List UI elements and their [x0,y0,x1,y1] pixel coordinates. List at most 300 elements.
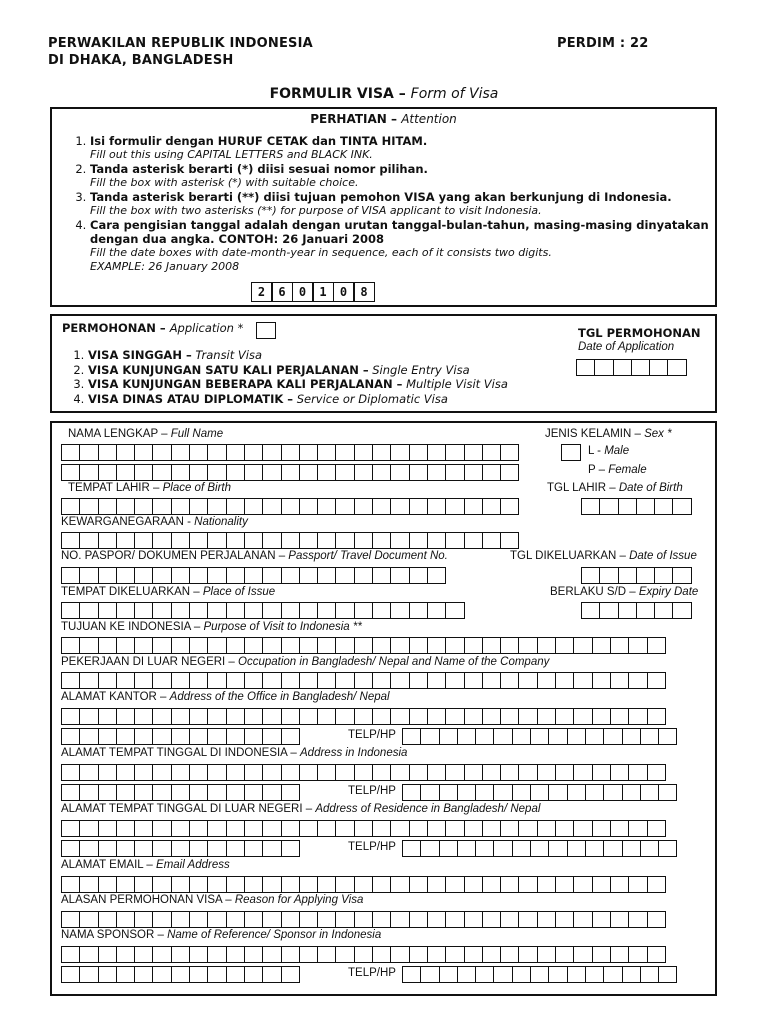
char-box[interactable] [390,876,409,893]
char-box[interactable] [207,464,226,481]
char-box[interactable] [567,840,586,857]
char-box[interactable] [207,946,226,963]
char-box[interactable] [79,464,98,481]
passport-boxes[interactable] [61,567,445,584]
char-box[interactable] [372,567,391,584]
char-box[interactable] [464,672,483,689]
char-box[interactable] [457,784,476,801]
char-box[interactable] [464,911,483,928]
char-box[interactable] [79,876,98,893]
char-box[interactable] [409,876,428,893]
char-box[interactable] [226,840,245,857]
char-box[interactable] [493,966,512,983]
birth-date-boxes[interactable] [581,498,691,515]
char-box[interactable] [262,602,281,619]
char-box[interactable] [464,532,483,549]
char-box[interactable] [622,728,641,745]
char-box[interactable] [464,444,483,461]
indonesia-address-boxes-row1[interactable] [61,764,665,781]
char-box[interactable] [445,444,464,461]
char-box[interactable] [281,784,300,801]
char-box[interactable] [98,911,117,928]
char-box[interactable] [420,840,439,857]
char-box[interactable] [573,672,592,689]
char-box[interactable] [610,672,629,689]
char-box[interactable] [171,764,190,781]
char-box[interactable] [244,532,263,549]
char-box[interactable] [98,876,117,893]
char-box[interactable] [555,764,574,781]
char-box[interactable] [61,764,80,781]
char-box[interactable] [61,966,80,983]
char-box[interactable] [226,728,245,745]
char-box[interactable] [134,840,153,857]
char-box[interactable] [262,498,281,515]
char-box[interactable] [518,946,537,963]
char-box[interactable] [654,602,673,619]
char-box[interactable] [152,764,171,781]
char-box[interactable] [585,966,604,983]
char-box[interactable] [537,708,556,725]
expiry-boxes[interactable] [581,602,691,619]
char-box[interactable] [658,840,677,857]
char-box[interactable] [555,820,574,837]
char-box[interactable] [618,498,637,515]
char-box[interactable] [281,637,300,654]
char-box[interactable] [98,498,117,515]
sponsor-boxes-row1[interactable] [61,946,665,963]
sex-box[interactable] [561,444,581,461]
office-address-boxes-row2[interactable] [61,728,299,745]
char-box[interactable] [622,784,641,801]
char-box[interactable] [116,911,135,928]
char-box[interactable] [262,637,281,654]
char-box[interactable] [61,820,80,837]
char-box[interactable] [482,444,501,461]
char-box[interactable] [354,876,373,893]
char-box[interactable] [281,444,300,461]
char-box[interactable] [171,708,190,725]
char-box[interactable] [555,637,574,654]
char-box[interactable] [354,820,373,837]
char-box[interactable] [445,911,464,928]
char-box[interactable] [555,911,574,928]
char-box[interactable] [409,911,428,928]
char-box[interactable] [628,672,647,689]
char-box[interactable] [189,840,208,857]
char-box[interactable] [420,966,439,983]
char-box[interactable] [464,464,483,481]
char-box[interactable] [647,764,666,781]
char-box[interactable] [475,840,494,857]
char-box[interactable] [537,876,556,893]
char-box[interactable] [98,966,117,983]
char-box[interactable] [226,966,245,983]
char-box[interactable] [409,946,428,963]
char-box[interactable] [98,532,117,549]
char-box[interactable] [98,444,117,461]
char-box[interactable] [262,764,281,781]
char-box[interactable] [640,728,659,745]
char-box[interactable] [420,728,439,745]
char-box[interactable] [457,966,476,983]
char-box[interactable] [116,672,135,689]
char-box[interactable] [427,637,446,654]
char-box[interactable] [354,567,373,584]
char-box[interactable] [281,876,300,893]
char-box[interactable] [640,966,659,983]
char-box[interactable] [262,820,281,837]
char-box[interactable] [152,708,171,725]
char-box[interactable] [628,911,647,928]
char-box[interactable] [262,708,281,725]
char-box[interactable] [530,784,549,801]
char-box[interactable] [244,567,263,584]
char-box[interactable] [134,966,153,983]
char-box[interactable] [207,708,226,725]
char-box[interactable] [171,444,190,461]
char-box[interactable] [555,672,574,689]
char-box[interactable] [98,602,117,619]
char-box[interactable] [134,532,153,549]
char-box[interactable] [390,911,409,928]
char-box[interactable] [594,359,613,376]
char-box[interactable] [98,672,117,689]
char-box[interactable] [493,784,512,801]
purpose-boxes[interactable] [61,637,665,654]
char-box[interactable] [618,602,637,619]
char-box[interactable] [134,672,153,689]
char-box[interactable] [134,820,153,837]
char-box[interactable] [518,637,537,654]
char-box[interactable] [622,966,641,983]
char-box[interactable] [61,728,80,745]
char-box[interactable] [445,498,464,515]
char-box[interactable] [226,946,245,963]
application-date-boxes[interactable] [576,359,686,376]
char-box[interactable] [262,840,281,857]
char-box[interactable] [244,946,263,963]
char-box[interactable] [500,876,519,893]
char-box[interactable] [500,464,519,481]
char-box[interactable] [207,966,226,983]
char-box[interactable] [207,567,226,584]
char-box[interactable] [299,464,318,481]
char-box[interactable] [171,946,190,963]
char-box[interactable] [116,876,135,893]
char-box[interactable] [672,602,691,619]
char-box[interactable] [116,840,135,857]
char-box[interactable] [299,911,318,928]
application-type-box[interactable] [256,322,276,339]
char-box[interactable] [335,820,354,837]
char-box[interactable] [116,728,135,745]
char-box[interactable] [567,966,586,983]
char-box[interactable] [152,728,171,745]
char-box[interactable] [281,602,300,619]
char-box[interactable] [262,567,281,584]
char-box[interactable] [244,728,263,745]
char-box[interactable] [427,464,446,481]
char-box[interactable] [79,966,98,983]
char-box[interactable] [530,840,549,857]
char-box[interactable] [409,637,428,654]
char-box[interactable] [152,672,171,689]
char-box[interactable] [171,602,190,619]
char-box[interactable] [61,784,80,801]
char-box[interactable] [427,876,446,893]
char-box[interactable] [116,708,135,725]
char-box[interactable] [152,840,171,857]
char-box[interactable] [409,820,428,837]
char-box[interactable] [500,444,519,461]
char-box[interactable] [647,637,666,654]
char-box[interactable] [500,498,519,515]
char-box[interactable] [98,464,117,481]
char-box[interactable] [500,764,519,781]
char-box[interactable] [79,728,98,745]
char-box[interactable] [262,784,281,801]
char-box[interactable] [567,728,586,745]
char-box[interactable] [592,820,611,837]
char-box[interactable] [189,764,208,781]
char-box[interactable] [207,876,226,893]
char-box[interactable] [518,876,537,893]
char-box[interactable] [61,602,80,619]
char-box[interactable] [134,637,153,654]
char-box[interactable] [171,911,190,928]
char-box[interactable] [372,764,391,781]
char-box[interactable] [335,532,354,549]
char-box[interactable] [98,946,117,963]
char-box[interactable] [98,728,117,745]
char-box[interactable] [189,672,208,689]
char-box[interactable] [317,708,336,725]
char-box[interactable] [427,602,446,619]
char-box[interactable] [207,532,226,549]
char-box[interactable] [226,911,245,928]
char-box[interactable] [152,498,171,515]
char-box[interactable] [610,637,629,654]
char-box[interactable] [299,764,318,781]
char-box[interactable] [573,637,592,654]
char-box[interactable] [79,672,98,689]
char-box[interactable] [647,708,666,725]
char-box[interactable] [573,876,592,893]
char-box[interactable] [390,946,409,963]
char-box[interactable] [537,820,556,837]
char-box[interactable] [500,946,519,963]
char-box[interactable] [372,444,391,461]
char-box[interactable] [576,359,595,376]
char-box[interactable] [372,464,391,481]
char-box[interactable] [226,444,245,461]
char-box[interactable] [116,602,135,619]
char-box[interactable] [317,946,336,963]
char-box[interactable] [262,966,281,983]
char-box[interactable] [317,444,336,461]
char-box[interactable] [482,464,501,481]
char-box[interactable] [152,464,171,481]
char-box[interactable] [372,820,391,837]
char-box[interactable] [244,637,263,654]
char-box[interactable] [555,708,574,725]
char-box[interactable] [390,444,409,461]
char-box[interactable] [244,966,263,983]
char-box[interactable] [464,708,483,725]
char-box[interactable] [610,764,629,781]
char-box[interactable] [317,876,336,893]
char-box[interactable] [647,672,666,689]
char-box[interactable] [61,567,80,584]
char-box[interactable] [79,840,98,857]
char-box[interactable] [390,820,409,837]
char-box[interactable] [152,966,171,983]
char-box[interactable] [226,637,245,654]
char-box[interactable] [134,567,153,584]
char-box[interactable] [603,784,622,801]
char-box[interactable] [61,498,80,515]
char-box[interactable] [475,784,494,801]
char-box[interactable] [439,966,458,983]
char-box[interactable] [317,498,336,515]
email-boxes[interactable] [61,876,665,893]
char-box[interactable] [372,637,391,654]
char-box[interactable] [171,498,190,515]
char-box[interactable] [402,728,421,745]
char-box[interactable] [482,876,501,893]
char-box[interactable] [427,532,446,549]
char-box[interactable] [317,532,336,549]
reason-boxes[interactable] [61,911,665,928]
char-box[interactable] [226,464,245,481]
char-box[interactable] [79,784,98,801]
char-box[interactable] [317,672,336,689]
char-box[interactable] [61,672,80,689]
char-box[interactable] [409,708,428,725]
char-box[interactable] [599,602,618,619]
char-box[interactable] [116,567,135,584]
char-box[interactable] [317,567,336,584]
char-box[interactable] [226,602,245,619]
char-box[interactable] [98,764,117,781]
indonesia-address-boxes-row2[interactable] [61,784,299,801]
char-box[interactable] [189,532,208,549]
char-box[interactable] [457,728,476,745]
char-box[interactable] [427,498,446,515]
char-box[interactable] [317,637,336,654]
char-box[interactable] [98,784,117,801]
char-box[interactable] [281,728,300,745]
char-box[interactable] [654,498,673,515]
char-box[interactable] [152,876,171,893]
char-box[interactable] [672,567,691,584]
char-box[interactable] [152,532,171,549]
char-box[interactable] [475,966,494,983]
char-box[interactable] [475,728,494,745]
char-box[interactable] [244,444,263,461]
char-box[interactable] [427,911,446,928]
char-box[interactable] [592,911,611,928]
char-box[interactable] [335,464,354,481]
char-box[interactable] [464,946,483,963]
char-box[interactable] [134,444,153,461]
char-box[interactable] [207,784,226,801]
char-box[interactable] [207,728,226,745]
char-box[interactable] [592,708,611,725]
char-box[interactable] [207,602,226,619]
char-box[interactable] [592,764,611,781]
char-box[interactable] [171,532,190,549]
char-box[interactable] [530,966,549,983]
char-box[interactable] [372,876,391,893]
char-box[interactable] [390,532,409,549]
char-box[interactable] [171,464,190,481]
char-box[interactable] [152,784,171,801]
char-box[interactable] [335,946,354,963]
office-address-boxes-row1[interactable] [61,708,665,725]
char-box[interactable] [500,820,519,837]
char-box[interactable] [281,911,300,928]
char-box[interactable] [482,532,501,549]
char-box[interactable] [79,532,98,549]
nationality-boxes[interactable] [61,532,518,549]
char-box[interactable] [299,876,318,893]
char-box[interactable] [262,876,281,893]
char-box[interactable] [390,672,409,689]
char-box[interactable] [402,784,421,801]
char-box[interactable] [189,946,208,963]
char-box[interactable] [134,498,153,515]
char-box[interactable] [299,532,318,549]
char-box[interactable] [372,602,391,619]
char-box[interactable] [262,946,281,963]
char-box[interactable] [537,672,556,689]
char-box[interactable] [512,784,531,801]
occupation-boxes[interactable] [61,672,665,689]
char-box[interactable] [244,764,263,781]
char-box[interactable] [518,672,537,689]
char-box[interactable] [354,911,373,928]
char-box[interactable] [427,820,446,837]
char-box[interactable] [79,567,98,584]
char-box[interactable] [189,784,208,801]
issue-place-boxes[interactable] [61,602,464,619]
char-box[interactable] [636,567,655,584]
char-box[interactable] [79,911,98,928]
char-box[interactable] [482,764,501,781]
char-box[interactable] [61,708,80,725]
char-box[interactable] [226,784,245,801]
char-box[interactable] [281,764,300,781]
char-box[interactable] [354,946,373,963]
char-box[interactable] [79,602,98,619]
char-box[interactable] [631,359,650,376]
char-box[interactable] [409,672,428,689]
char-box[interactable] [640,840,659,857]
office-phone-boxes[interactable] [402,728,676,745]
issue-date-boxes[interactable] [581,567,691,584]
char-box[interactable] [244,911,263,928]
char-box[interactable] [581,567,600,584]
char-box[interactable] [628,637,647,654]
char-box[interactable] [281,567,300,584]
char-box[interactable] [152,946,171,963]
char-box[interactable] [207,498,226,515]
char-box[interactable] [402,840,421,857]
char-box[interactable] [628,946,647,963]
char-box[interactable] [482,946,501,963]
